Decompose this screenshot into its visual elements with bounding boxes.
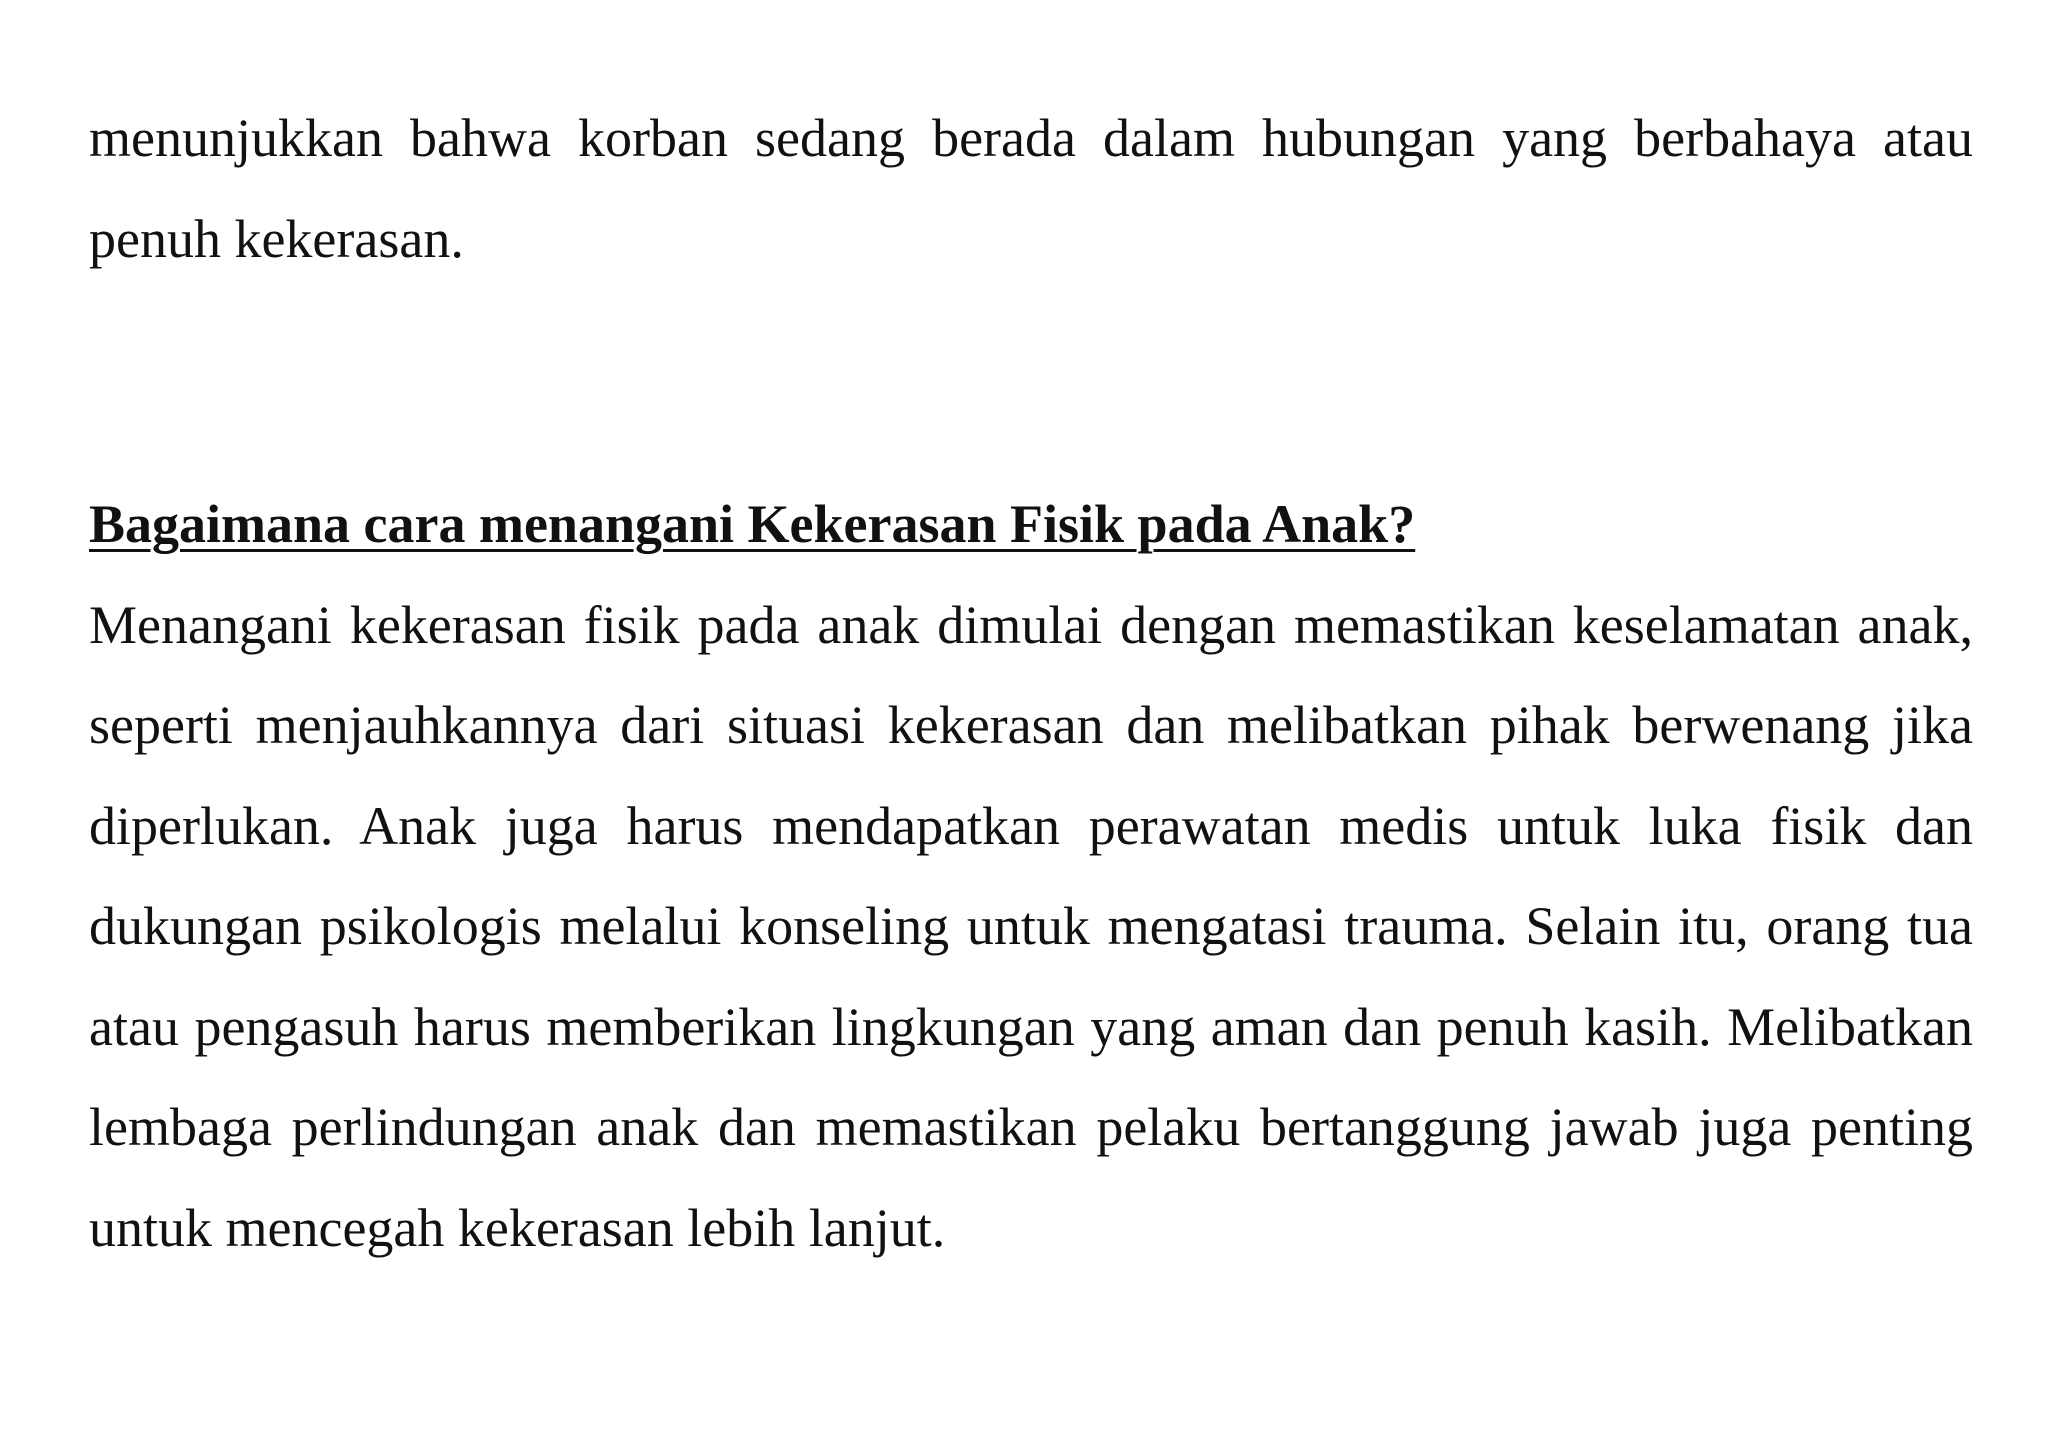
paragraph-body: Menangani kekerasan fisik pada anak dimulai dengan memastikan keselamatan anak, seperti menjauhkannya dari situasi kekerasan dan melibatkan pihak berwenang jika diperlukan. Anak juga harus mendapatkan perawatan medis untuk luka fisik dan dukungan psikologis melalui konseling untuk mengatasi trauma. Selain itu, orang tua atau pengasuh harus memberikan lingkungan yang aman dan penuh kasih. Melibatkan lembaga perlindungan anak dan memastikan pelaku bertanggung jawab juga penting untuk mencegah kekerasan lebih lanjut.: [89, 594, 1973, 1258]
document-body: [89, 88, 1973, 1278]
section-heading: Bagaimana cara menangani Kekerasan Fisik pada Anak?: [89, 494, 1416, 554]
paragraph-continuation: menunjukkan bahwa korban sedang berada dalam hubungan yang berbahaya atau penuh kekerasan.: [89, 108, 1973, 269]
section-spacer: [89, 289, 1973, 474]
